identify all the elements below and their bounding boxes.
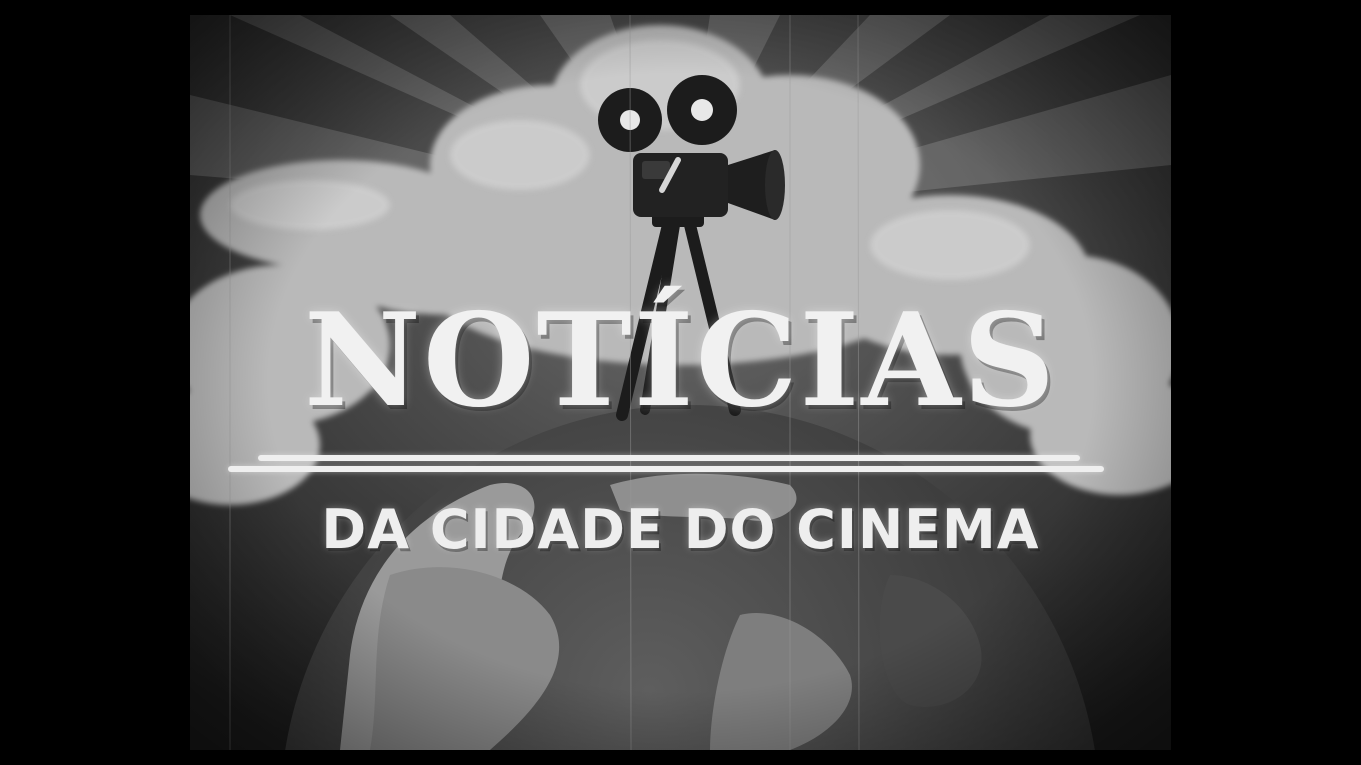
title-main: NOTÍCIAS <box>303 286 1058 436</box>
divider-line-top <box>258 455 1080 461</box>
title-subtitle: DA CIDADE DO CINEMA <box>321 498 1040 561</box>
divider-line-bottom <box>228 466 1104 472</box>
title-card <box>190 15 1171 750</box>
